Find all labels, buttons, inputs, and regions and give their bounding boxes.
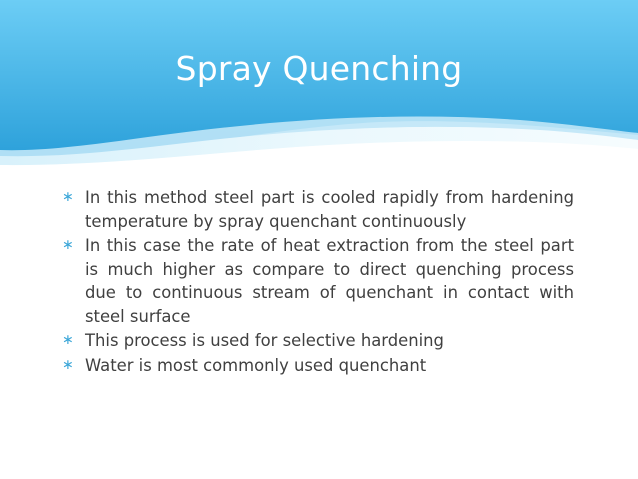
bullet-item (62, 234, 574, 328)
bullet-item (62, 186, 574, 233)
bullet-list (62, 186, 574, 378)
bullet-item (62, 354, 574, 378)
title-banner (0, 0, 638, 175)
bullet-text: In this case the rate of heat extraction from the steel part is much higher as compare to direct quenching process due to continuous stream of quenchant in contact with steel surface (85, 236, 574, 326)
bullet-asterisk-icon: ∗ (62, 237, 74, 253)
bullet-asterisk-icon: ∗ (62, 356, 74, 373)
bullet-text: This process is used for selective hardening (85, 331, 444, 350)
bullet-asterisk-icon: ∗ (62, 332, 74, 348)
bullet-item (62, 329, 574, 353)
bullet-text: In this method steel part is cooled rapidly from hardening temperature by spray quenchant continuously (85, 188, 574, 231)
slide-title: Spray Quenching (175, 49, 463, 88)
bullet-asterisk-icon: ∗ (62, 189, 74, 205)
bullet-text: Water is most commonly used quenchant (85, 355, 427, 375)
